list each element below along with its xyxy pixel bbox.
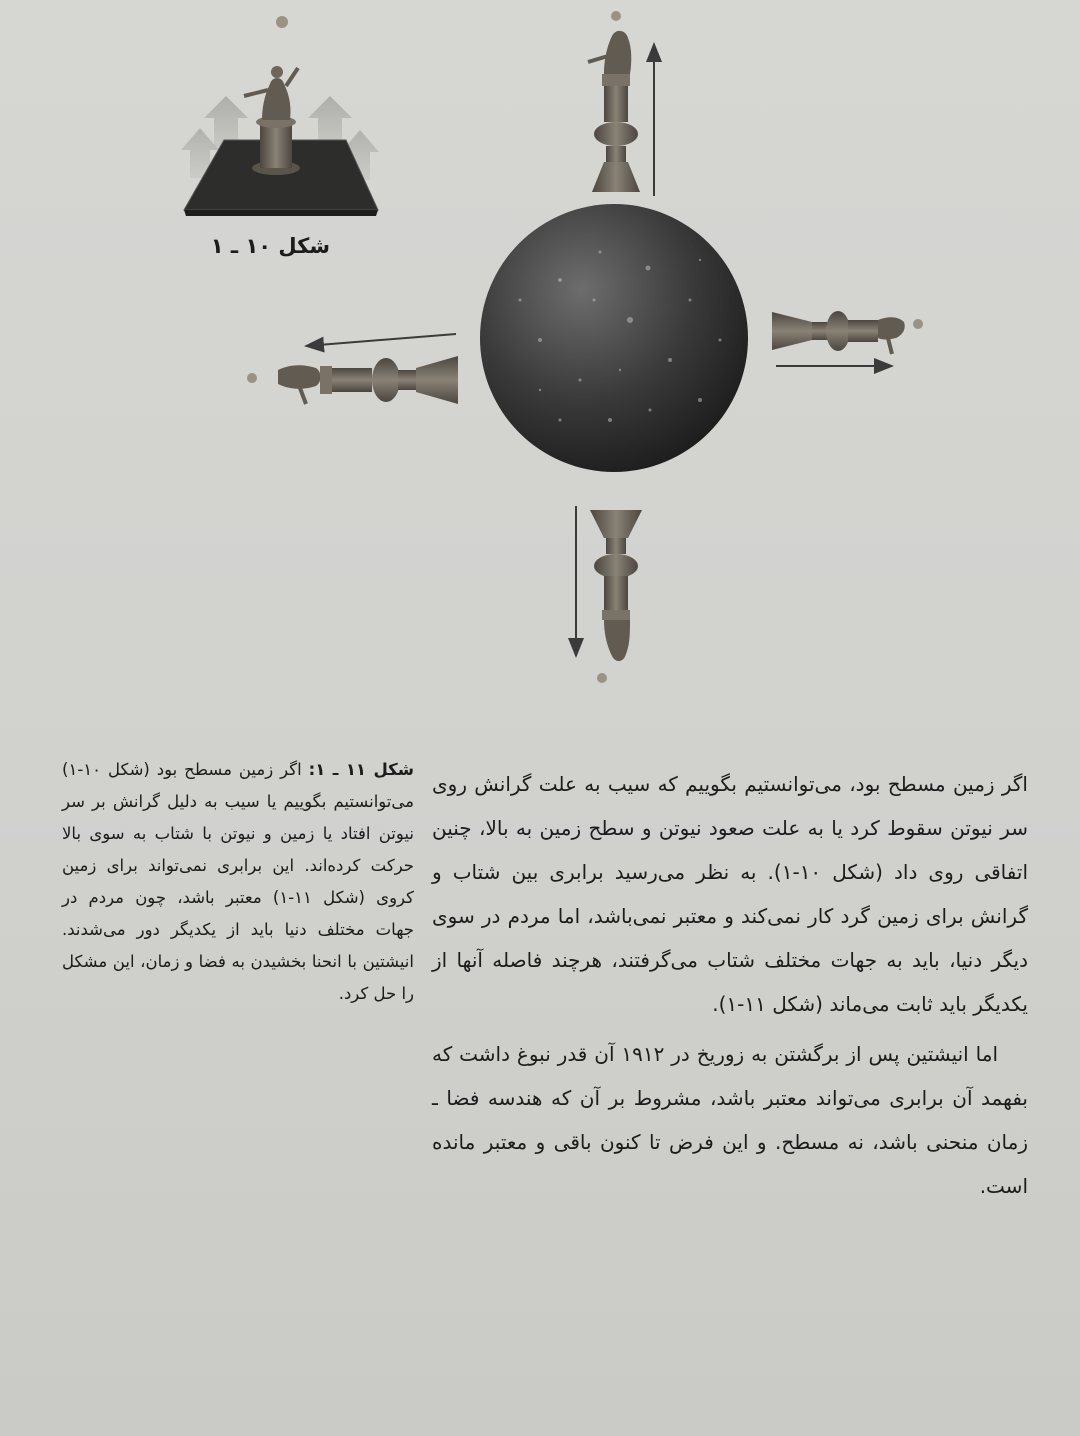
top-statue [588, 11, 654, 196]
right-statue [772, 311, 923, 366]
caption-label: شکل ۱۱ ـ ۱: [308, 760, 415, 779]
bottom-statue [576, 506, 642, 683]
figure-10-label: شکل ۱۰ ـ ۱ [210, 234, 330, 258]
figure-11-caption [62, 754, 414, 1010]
left-statue [247, 334, 458, 404]
round-earth-sphere [480, 204, 748, 472]
body-paragraph-2: اما انیشتین پس از برگشتن به زوریخ در ۱۹۱۲ آن قدر نبوغ داشت که بفهمد آن برابری می‌تواند معتبر باشد، مشروط بر آن که هندسه فضا ـ زمان منحنی باشد، نه مسطح. و این فرض تا کنون باقی و معتبر مانده است. [432, 1042, 1028, 1198]
main-text-column [432, 762, 1028, 1208]
flat-earth-figure [181, 16, 379, 216]
body-paragraph-1: اگر زمین مسطح بود، می‌توانستیم بگوییم که سیب به علت گرانش روی سر نیوتن سقوط کرد یا به علت صعود نیوتن و سطح زمین به بالا، چنین اتفاقی روی داد (شکل ۱۰-۱). به نظر می‌رسید برابری بین شتاب و گرانش برای زمین گرد کار نمی‌کند و معتبر نمی‌باشد، اما مردم در سوی دیگر دنیا، باید به جهات مختلف شتاب می‌گرفتند، هرچند فاصله آنها از یکدیگر باید ثابت می‌ماند (شکل ۱۱-۱). [432, 772, 1029, 1016]
caption-text: اگر زمین مسطح بود (شکل ۱۰-۱) می‌توانستیم بگوییم یا سیب به دلیل گرانش بر سر نیوتن افتاد یا زمین و نیوتن با شتاب به سوی بالا حرکت کرده‌اند. این برابری نمی‌تواند برای زمین کروی (شکل ۱۱-۱) معتبر باشد، چون مردم در جهات مختلف دنیا باید از یکدیگر دور می‌شدند. انیشتین با انحنا بخشیدن به فضا و زمان، این مشکل را حل کرد. [62, 760, 414, 1003]
